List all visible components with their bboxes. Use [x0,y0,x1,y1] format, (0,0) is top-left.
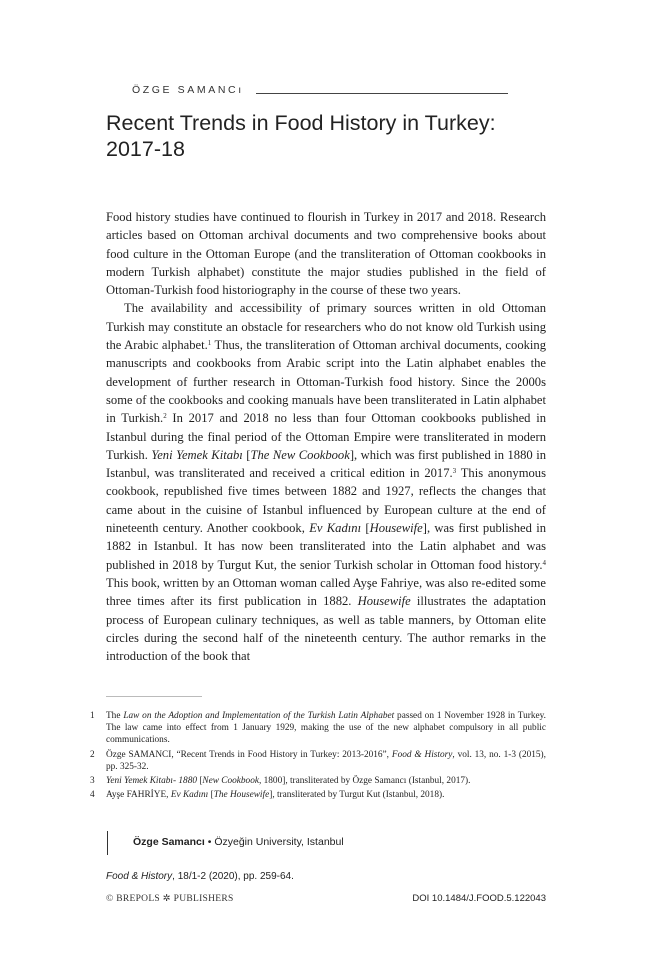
book-title-translation: The Housewife [213,790,270,801]
footnote-rule [106,696,202,697]
book-title: Ev Kadını [309,521,362,536]
footnote-text [106,775,546,787]
footnote-3 [90,775,546,787]
journal-name: Food & History [106,871,173,882]
text: passed on 1 November 1928 in Turkey. The law came into effect from 1 January 1929, making the use of the new alphabet compulsory in all public communications. [106,711,547,746]
text: [ [208,790,214,801]
text: ], was first published in 1882 in Istanbul. It has now been transliterated into the Latin alphabet and was published in 2018 by Turgut Kut, the senior Turkish scholar in Ottoman food history. [106,521,546,572]
footnote-number: 1 [90,711,95,721]
affiliation-bar [107,831,108,855]
text: , vol. 13, no. 1-3 (2015), pp. 325-32. [106,749,546,772]
book-title-translation: Housewife [369,521,423,536]
text: ], which was first published in 1880 in Istanbul, was transliterated and received a critical edition in 2017. [106,447,546,481]
footnote-ref-3[interactable]: 3 [452,467,457,476]
text: The availability and accessibility of primary sources written in old Ottoman Turkish may constitute an obstacle for researchers who do not know old Turkish using the Arabic alphabet. [106,301,546,353]
footnote-number: 3 [90,776,95,787]
running-header-author: ÖZGE SAMANCı [132,84,244,96]
author-name: Özge Samancı [133,836,205,848]
book-title: Ev Kadını [170,790,209,801]
text: The [106,711,124,721]
footnote-2 [90,749,546,773]
journal-details: , 18/1-2 (2020), pp. 259-64. [172,871,294,882]
text: In 2017 and 2018 no less than four Ottoman cookbooks published in Istanbul during the final period of the Ottoman Empire were transliterated in modern Turkish. [106,411,546,462]
book-title-translation: The New Cookbook [250,447,350,462]
footnote-4 [90,789,546,801]
footnote-number: 4 [90,790,95,801]
journal-citation [106,871,294,882]
text: , 1800], transliterated by Özge Samancı (Istanbul, 2017). [258,776,471,787]
separator: • [207,836,212,848]
institution: Özyeğin University, Istanbul [214,836,344,848]
text: [ [197,776,203,787]
text: This book, written by an Ottoman woman called Ayşe Fahriye, was also re-edited some three times after its first publication in 1882. [106,575,546,609]
footnote-number: 2 [90,749,95,760]
footnote-ref-4[interactable]: 4 [542,558,546,567]
footnote-ref-1[interactable]: 1 [207,339,212,348]
article-body [106,208,546,665]
text: ], transliterated by Turgut Kut (Istanbul, 2018). [269,790,445,801]
footnote-text [106,749,546,773]
text: Ayşe FAHRİYE, [106,790,171,801]
journal-title: Food & History [391,749,453,760]
article-title: Recent Trends in Food History in Turkey: 2017-18 [106,111,496,161]
paragraph-1: Food history studies have continued to flourish in Turkey in 2017 and 2018. Research articles based on Ottoman archival documents and two comprehensive books about food culture in the Ottoman Europe (and the transliteration of Ottoman cookbooks in modern Turkish alphabet) constitute the major studies published in the field of Ottoman-Turkish food historiography in the course of these two years. [106,210,546,298]
footnotes [90,710,546,803]
footnote-1 [90,710,546,747]
header-rule [256,93,508,94]
footnote-ref-2[interactable]: 2 [163,412,167,421]
text: This anonymous cookbook, republished five times between 1882 and 1927, reflects the changes that came about in the cuisine of Istanbul influenced by European culture at the end of nineteenth century. Another cookbook, [106,466,546,536]
publisher-mark: © BREPOLS ✲ PUBLISHERS [106,894,234,904]
author-affiliation [133,836,344,848]
paragraph-2 [106,299,546,665]
text: Özge SAMANCI, “Recent Trends in Food History in Turkey: 2013-2016”, [106,749,392,760]
book-title: Yeni Yemek Kitabı- 1880 [106,776,197,787]
text: illustrates the adaptation process of European culinary techniques, as well as table manners, by Ottoman elite circles during the second half of the nineteenth century. The author remarks in the introduction of the book that [106,594,546,664]
text: Thus, the transliteration of Ottoman archival documents, cooking manuscripts and cookbooks from Arabic script into the Latin alphabet enables the development of further research in Ottoman-Turkish food history. Since the 2000s some of the cookbooks and cooking manuals have been transliterated in Latin alphabet in Turkish. [106,338,546,426]
book-title: Housewife [357,594,411,609]
footnote-text [106,710,546,747]
book-title: Yeni Yemek Kitabı [151,447,243,462]
footnote-text [106,789,546,801]
law-title: Law on the Adoption and Implementation of the Turkish Latin Alphabet [123,711,395,721]
text: [ [361,521,370,536]
doi-link[interactable]: DOI 10.1484/J.FOOD.5.122043 [412,893,546,904]
book-title-translation: New Cookbook [202,776,259,787]
text: [ [242,447,251,462]
